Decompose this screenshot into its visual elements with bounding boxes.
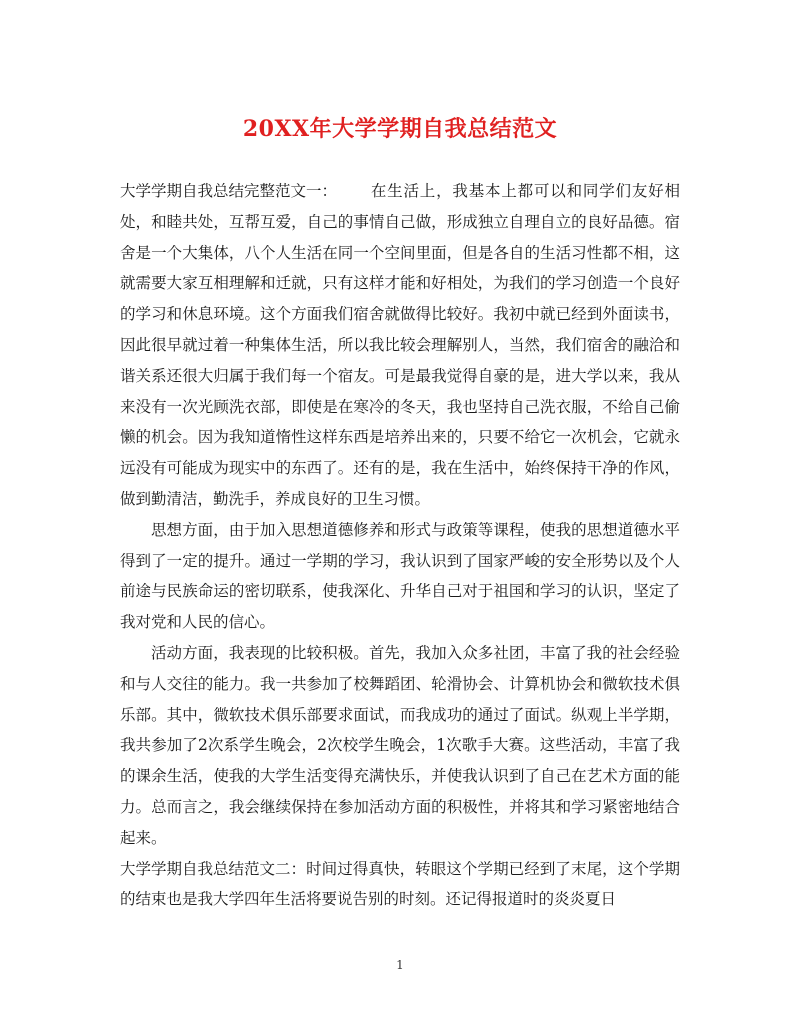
section1-paragraph-2: 思想方面，由于加入思想道德修养和形式与政策等课程，使我的思想道德水平得到了一定的提升。通过一学期的学习，我认识到了国家严峻的安全形势以及个人前途与民族命运的密切联系，使我深化、升华自己对于祖国和学习的认识，坚定了我对党和人民的信心。 (120, 520, 680, 632)
document-title: 20XX年大学学期自我总结范文 (242, 116, 558, 142)
section1-paragraph-3: 活动方面，我表现的比较积极。首先，我加入众多社团，丰富了我的社会经验和与人交往的能力。我一共参加了校舞蹈团、轮滑协会、计算机协会和微软技术俱乐部。其中，微软技术俱乐部要求面试，而我成功的通过了面试。纵观上半学期，我共参加了2次系学生晚会，2次校学生晚会，1次歌手大赛。这些活动，丰富了我的课余生活，使我的大学生活变得充满快乐，并使我认识到了自己在艺术方面的能力。总而言之，我会继续保持在参加活动方面的积极性，并将其和学习紧密地结合起来。 (120, 643, 680, 847)
section2-label: 大学学期自我总结范文二： (120, 859, 307, 878)
section2-paragraph-1 (120, 854, 680, 916)
section2-paragraph-1-text: 时间过得真快，转眼这个学期已经到了末尾，这个学期的结束也是我大学四年生活将要说告别的时刻。还记得报道时的炎炎夏日 (120, 859, 680, 909)
page-number: 1 (396, 958, 404, 972)
section1-label: 大学学期自我总结完整范文一： (120, 182, 338, 200)
section1-paragraph-1-text: 在生活上，我基本上都可以和同学们友好相处，和睦共处，互帮互爱，自己的事情自己做，形成独立自理自立的良好品德。宿舍是一个大集体，八个人生活在同一个空间里面，但是各自的生活习性都不相，这就需要大家互相理解和迁就，只有这样才能和好相处，为我们的学习创造一个良好的学习和休息环境。这个方面我们宿舍就做得比较好。我初中就已经到外面读书，因此很早就过着一种集体生活，所以我比较会理解别人，当然，我们宿舍的融洽和谐关系还很大归属于我们每一个宿友。可是最我觉得自豪的是，进大学以来，我从来没有一次光顾洗衣部，即使是在寒冷的冬天，我也坚持自己洗衣服，不给自己偷懒的机会。因为我知道惰性这样东西是培养出来的，只要不给它一次机会，它就永远没有可能成为现实中的东西了。还有的是，我在生活中，始终保持干净的作风，做到勤清洁，勤洗手，养成良好的卫生习惯。 (120, 182, 680, 508)
section1-paragraph-1 (120, 176, 680, 515)
document-body (120, 176, 680, 915)
